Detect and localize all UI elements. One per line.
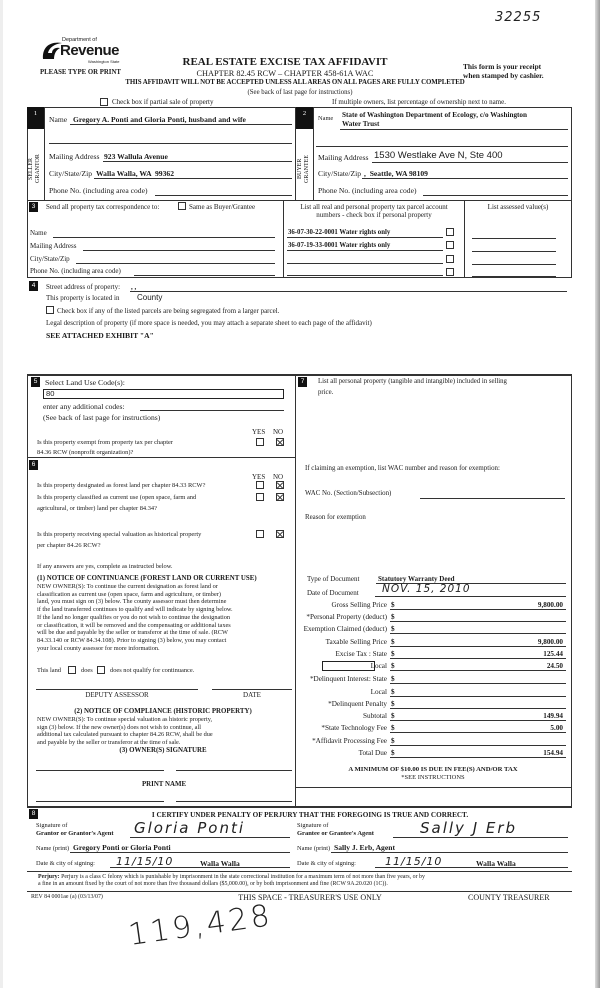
- divider: [464, 200, 465, 278]
- treasurer-use-label: THIS SPACE - TREASURER'S USE ONLY: [238, 893, 382, 902]
- field-underline: [49, 143, 292, 144]
- field-underline: [390, 646, 566, 647]
- seller-phone-label: Phone No. (including area code): [49, 186, 148, 195]
- personal-property-checkbox[interactable]: [446, 228, 454, 236]
- same-as-buyer-label: Same as Buyer/Grantee: [189, 203, 256, 211]
- perjury-notice: Perjury: Perjury is a class C felony which is punishable by imprisonment in the state correctional institution for a maximum term of not more than five years, or by a fine in an amount fixed by the court of not more than five thousand dollars ($5,000.00), or by both imprisonment and fine (RCW 9A.20.020 (1C)).: [38, 874, 425, 888]
- instructions-note: (See back of last page for instructions): [247, 89, 353, 96]
- seller-name-label: Name: [49, 115, 68, 124]
- divider: [27, 200, 28, 278]
- doc-date-label: Date of Document: [307, 589, 359, 597]
- segregated-checkbox[interactable]: [46, 306, 54, 314]
- buyer-grantee-label: BUYER GRANTEE: [297, 155, 310, 183]
- fee-label: *Delinquent Interest: State: [309, 675, 387, 683]
- assessed-value-field[interactable]: [472, 264, 556, 265]
- divider: [27, 374, 28, 806]
- fee-label: Gross Selling Price: [331, 601, 387, 609]
- legal-description-label: Legal description of property (if more space is needed, you may attach a separate sheet to each page of the affidavit): [46, 319, 372, 327]
- field-underline: [390, 757, 566, 758]
- handwritten-number: 32255: [495, 10, 542, 25]
- notice-compliance-title: (2) NOTICE OF COMPLIANCE (HISTORIC PROPERTY): [74, 708, 252, 715]
- field-underline: [390, 670, 566, 671]
- doc-date-field[interactable]: NOV. 15, 2010: [382, 583, 471, 595]
- fee-label: Local: [370, 662, 387, 670]
- send-correspondence-label: Send all property tax correspondence to:: [46, 203, 160, 211]
- exemption-label: If claiming an exemption, list WAC number and reason for exemption:: [305, 465, 500, 472]
- field-underline: [287, 237, 443, 238]
- land-use-code-value: 80: [46, 389, 55, 398]
- assessor-date-field[interactable]: [212, 689, 292, 690]
- dollar-sign: $: [391, 638, 395, 646]
- dollar-sign: $: [391, 749, 395, 757]
- buyer-name-label: Name: [318, 115, 334, 122]
- buyer-phone-field[interactable]: [423, 195, 568, 196]
- doc-type-label: Type of Document: [307, 575, 360, 583]
- dollar-sign: $: [391, 700, 395, 708]
- fee-label: Exemption Claimed (deduct): [303, 625, 387, 633]
- seller-city-field[interactable]: Walla Walla, WA 99362: [96, 169, 174, 178]
- divider: [571, 374, 572, 806]
- field-underline: [130, 837, 290, 838]
- deputy-assessor-signature-field[interactable]: [36, 689, 198, 690]
- notice-continuance-text: NEW OWNER(S): To continue the current designation as forest land or classification as current use (open space, farm and agriculture, or timber) land, you must sign on (3) below. The county assessor must then determine if the land transferred continues to qualify and will indicate by signing below. If the land no longer qualifies or you do not wish to continue the designation or classification, it will be removed and the compensating or additional taxes will be due and payable by the seller or transferor at the time of sale. (RCW 84.33.140 or RCW 84.34.108). Prior to signing (3) below, you may contact your local county assessor for more information.: [37, 583, 233, 652]
- divider: [283, 200, 284, 278]
- section-number-6: 6: [29, 460, 38, 470]
- dollar-sign: $: [391, 625, 395, 633]
- does-label: does: [81, 667, 93, 674]
- grantor-city-field[interactable]: Walla Walla: [200, 859, 240, 868]
- field-underline: [110, 867, 290, 868]
- current-use-yes-checkbox[interactable]: [256, 493, 264, 501]
- correspondence-city-field[interactable]: [76, 263, 275, 264]
- field-underline: [331, 852, 568, 853]
- field-underline: [393, 837, 568, 838]
- correspondence-name-label: Name: [30, 229, 47, 237]
- logo-main-text: Revenue: [60, 42, 120, 59]
- field-underline: [287, 250, 443, 251]
- exempt-question: Is this property exempt from property tax per chapter: [37, 439, 173, 446]
- please-type: PLEASE TYPE OR PRINT: [40, 69, 121, 76]
- field-underline: [70, 124, 292, 125]
- field-underline: [94, 178, 292, 179]
- buyer-name-field[interactable]: State of Washington Department of Ecology, c/o Washington: [342, 111, 528, 119]
- field-underline: [390, 696, 566, 697]
- form-subtitle: CHAPTER 82.45 RCW – CHAPTER 458-61A WAC: [196, 69, 374, 78]
- form-number: REV 84 0001ae (a) (03/13/07): [31, 894, 103, 900]
- logo-top-text: Department of: [62, 37, 97, 43]
- correspondence-mailing-label: Mailing Address: [30, 242, 77, 250]
- county-label: This property is located in: [46, 294, 120, 302]
- divider: [571, 107, 572, 201]
- field-underline: [390, 745, 566, 746]
- does-qualify-checkbox[interactable]: [68, 666, 76, 674]
- yes-header: YES: [252, 473, 266, 481]
- street-address-label: Street address of property:: [46, 283, 121, 291]
- parcel-number-field[interactable]: [287, 275, 443, 276]
- divider: [27, 457, 295, 458]
- legal-description-field[interactable]: SEE ATTACHED EXHIBIT "A": [46, 331, 154, 340]
- fee-label: *Delinquent Penalty: [328, 700, 387, 708]
- historical-question: Is this property receiving special valuation as historical property: [37, 531, 202, 538]
- divider: [27, 891, 572, 892]
- dollar-sign: $: [391, 712, 395, 720]
- total-due-field[interactable]: 154.94: [543, 749, 563, 757]
- grantee-city-field[interactable]: Walla Walla: [476, 859, 516, 868]
- correspondence-name-field[interactable]: [53, 237, 275, 238]
- field-underline: [375, 867, 568, 868]
- subtotal-field[interactable]: 149.94: [543, 712, 563, 720]
- notice-continuance-title: (1) NOTICE OF CONTINUANCE (FOREST LAND OR CURRENT USE): [37, 575, 257, 582]
- additional-codes-label: enter any additional codes:: [43, 402, 125, 411]
- parcel-number-field[interactable]: [287, 263, 443, 264]
- field-underline: [390, 708, 566, 709]
- grantee-date-label: Date & city of signing:: [297, 860, 356, 867]
- grantee-name-label: Name (print): [297, 845, 331, 852]
- parcel-header: List all real and personal property tax parcel account numbers - check box if personal property: [300, 203, 448, 219]
- receipt-note: This form is your receipt: [463, 62, 542, 71]
- buyer-phone-label: Phone No. (including area code): [318, 186, 417, 195]
- fee-label: Local: [370, 688, 387, 696]
- forest-no-checkbox-checked[interactable]: [276, 481, 284, 489]
- wac-field[interactable]: [420, 498, 565, 499]
- field-underline: [362, 178, 568, 179]
- historical-no-checkbox-checked[interactable]: [276, 530, 284, 538]
- dollar-sign: $: [391, 601, 395, 609]
- buyer-mailing-field[interactable]: 1530 Westlake Ave N, Ste 400: [374, 150, 503, 161]
- field-underline: [390, 658, 566, 659]
- field-underline: [390, 732, 566, 733]
- personal-property-checkbox[interactable]: [446, 255, 454, 263]
- buyer-name-field-2[interactable]: Water Trust: [342, 120, 380, 128]
- segregated-label: Check box if any of the listed parcels are being segregated from a larger parcel.: [57, 307, 280, 315]
- dollar-sign: $: [391, 675, 395, 683]
- multiple-owners-note: If multiple owners, list percentage of ownership next to name.: [332, 98, 506, 106]
- assessed-header: List assessed value(s): [487, 203, 549, 211]
- this-land-label: This land: [37, 667, 61, 674]
- minimum-due-note: A MINIMUM OF $10.00 IS DUE IN FEE(S) AND/OR TAX: [348, 766, 518, 773]
- divider: [27, 200, 572, 201]
- handwritten-amount: 119,428: [126, 898, 275, 953]
- deputy-assessor-label: DEPUTY ASSESSOR: [85, 691, 149, 699]
- fee-label: *State Technology Fee: [321, 724, 387, 732]
- current-use-question-2: agricultural, or timber) land per chapter 84.34?: [37, 505, 157, 512]
- taxable-selling-price-field[interactable]: 9,800.00: [537, 638, 563, 646]
- fee-label: *Personal Property (deduct): [306, 613, 387, 621]
- print-name-field[interactable]: [36, 801, 164, 802]
- department-logo: [40, 37, 120, 67]
- field-underline: [340, 129, 568, 130]
- exempt-yes-checkbox[interactable]: [256, 438, 264, 446]
- see-instructions-note: *SEE INSTRUCTIONS: [401, 774, 465, 781]
- dollar-sign: $: [391, 662, 395, 670]
- excise-tax-local-field[interactable]: 24.50: [546, 662, 563, 670]
- forest-land-question: Is this property designated as forest land per chapter 84.33 RCW?: [37, 482, 206, 489]
- section-number-7: 7: [298, 377, 307, 387]
- logo-sub-text: Washington State: [88, 59, 120, 64]
- partial-sale-checkbox[interactable]: [100, 98, 108, 106]
- warning-banner: THIS AFFIDAVIT WILL NOT BE ACCEPTED UNLESS ALL AREAS ON ALL PAGES ARE FULLY COMPLETED: [125, 79, 465, 86]
- fee-label: Excise Tax : State: [335, 650, 387, 658]
- dollar-sign: $: [391, 724, 395, 732]
- grantor-signature[interactable]: Gloria Ponti: [134, 819, 246, 837]
- excise-tax-state-field[interactable]: 125.44: [543, 650, 563, 658]
- buyer-city-field[interactable]: , Seattle, WA 98109: [364, 169, 428, 178]
- parcel-number[interactable]: 36-07-30-22-0001 Water rights only: [288, 229, 391, 236]
- fee-label: Subtotal: [363, 712, 387, 720]
- section-number-8: 8: [29, 809, 38, 819]
- current-use-question: Is this property classified as current use (open space, farm and: [37, 494, 197, 501]
- gross-selling-price-field[interactable]: 9,800.00: [537, 601, 563, 609]
- grantor-name-label: Name (print): [36, 845, 70, 852]
- dollar-sign: $: [391, 613, 395, 621]
- section-number-4: 4: [29, 281, 38, 291]
- dollar-sign: $: [391, 650, 395, 658]
- doc-type-field[interactable]: Statutory Warranty Deed: [378, 575, 455, 583]
- partial-sale-label: Check box if partial sale of property: [112, 98, 214, 106]
- personal-property-label: List all personal property (tangible and intangible) included in selling: [318, 378, 507, 385]
- section-number-2: 2: [296, 107, 313, 129]
- county-field[interactable]: County: [137, 293, 163, 302]
- field-underline: [70, 852, 290, 853]
- if-yes-note: If any answers are yes, complete as instructed below.: [37, 563, 173, 570]
- grantor-signature-label: Signature of: [36, 822, 68, 829]
- buyer-sidebar: [296, 107, 314, 200]
- exempt-no-checkbox-checked[interactable]: [276, 438, 284, 446]
- dollar-sign: $: [391, 688, 395, 696]
- certification-statement: I CERTIFY UNDER PENALTY OF PERJURY THAT THE FOREGOING IS TRUE AND CORRECT.: [151, 811, 469, 819]
- field-underline: [390, 609, 566, 610]
- print-name-label: PRINT NAME: [141, 781, 187, 788]
- correspondence-phone-field[interactable]: [134, 275, 275, 276]
- fee-label: *Affidavit Processing Fee: [312, 737, 387, 745]
- buyer-city-label: City/State/Zip: [318, 169, 362, 178]
- grantee-name-field[interactable]: Sally J. Erb, Agent: [334, 843, 395, 852]
- personal-property-checkbox[interactable]: [446, 241, 454, 249]
- buyer-mailing-label: Mailing Address: [318, 153, 369, 162]
- correspondence-phone-label: Phone No. (including area code): [30, 267, 121, 275]
- fee-label: Total Due: [358, 749, 387, 757]
- seller-mailing-label: Mailing Address: [49, 152, 100, 161]
- page-edge: [0, 0, 3, 988]
- seller-mailing-field[interactable]: 923 Wallula Avenue: [104, 152, 168, 161]
- seller-name-field[interactable]: Gregory A. Ponti and Gloria Ponti, husband and wife: [73, 115, 246, 124]
- form-title: REAL ESTATE EXCISE TAX AFFIDAVIT: [182, 56, 388, 68]
- correspondence-mailing-field[interactable]: [83, 250, 275, 251]
- correspondence-city-label: City/State/Zip: [30, 255, 70, 263]
- exempt-question-2: 84.36 RCW (nonprofit organization)?: [37, 449, 134, 456]
- divider: [27, 871, 572, 872]
- section-number-3: 3: [29, 202, 38, 212]
- divider: [295, 787, 571, 788]
- print-name-field-2[interactable]: [176, 801, 292, 802]
- county-treasurer-label: COUNTY TREASURER: [468, 893, 550, 902]
- date-label: DATE: [243, 691, 261, 699]
- fee-label: Taxable Selling Price: [325, 638, 387, 646]
- field-underline: [390, 621, 566, 622]
- grantee-signature[interactable]: Sally J Erb: [420, 819, 518, 837]
- owner-signature-label: (3) OWNER(S) SIGNATURE: [119, 747, 207, 754]
- grantor-date-field[interactable]: 11/15/10: [116, 855, 174, 868]
- reason-label: Reason for exemption: [305, 514, 366, 521]
- no-header: NO: [273, 473, 284, 481]
- parcel-number[interactable]: 36-07-19-33-0001 Water rights only: [288, 242, 391, 249]
- current-use-no-checkbox-checked[interactable]: [276, 493, 284, 501]
- divider: [27, 277, 572, 278]
- grantee-signature-label-2: Grantee or Grantee's Agent: [297, 830, 374, 837]
- field-underline: [390, 683, 566, 684]
- assessed-value-field[interactable]: [472, 238, 556, 239]
- wac-label: WAC No. (Section/Subsection): [305, 490, 392, 497]
- land-use-code-field[interactable]: [43, 389, 284, 399]
- field-underline: [372, 162, 568, 163]
- land-use-label: Select Land Use Code(s):: [45, 378, 125, 387]
- field-underline: [390, 720, 566, 721]
- yes-header: YES: [252, 428, 266, 436]
- does-not-label: does not qualify for continuance.: [110, 667, 195, 674]
- section-number-1: 1: [27, 107, 44, 129]
- state-technology-fee-field[interactable]: 5.00: [550, 724, 563, 732]
- owner-signature-field-2[interactable]: [176, 770, 292, 771]
- additional-codes-field[interactable]: [140, 410, 284, 411]
- no-header: NO: [273, 428, 284, 436]
- page-edge: [595, 0, 600, 988]
- field-underline: [130, 291, 567, 292]
- personal-property-label-2: price.: [318, 389, 334, 396]
- historical-yes-checkbox[interactable]: [256, 530, 264, 538]
- assessed-value-field[interactable]: [472, 276, 556, 277]
- seller-sidebar: [27, 107, 45, 200]
- grantor-signature-label-2: Grantor or Grantor's Agent: [36, 830, 114, 837]
- grantee-signature-label: Signature of: [297, 822, 329, 829]
- notice-compliance-text: NEW OWNER(S): To continue special valuation as historic property, sign (3) below. If the new owner(s) does not wish to continue, all additional tax calculated pursuant to chapter 84.26 RCW, shall be due and payable by the seller or transferor at the time of sale.: [37, 716, 213, 747]
- field-underline: [316, 146, 568, 147]
- receipt-note: when stamped by cashier.: [463, 71, 544, 80]
- assessed-value-field[interactable]: [472, 251, 556, 252]
- divider: [571, 200, 572, 278]
- grantor-date-label: Date & city of signing:: [36, 860, 95, 867]
- land-use-instructions: (See back of last page for instructions): [43, 413, 161, 422]
- grantor-name-field[interactable]: Gregory Ponti or Gloria Ponti: [73, 843, 171, 852]
- field-underline: [390, 633, 566, 634]
- historical-question-2: per chapter 84.26 RCW?: [37, 542, 101, 549]
- does-not-qualify-checkbox[interactable]: [97, 666, 105, 674]
- street-address-field[interactable]: , ,: [131, 283, 137, 291]
- personal-property-checkbox[interactable]: [446, 268, 454, 276]
- grantee-date-field[interactable]: 11/15/10: [385, 855, 443, 868]
- divider: [27, 806, 572, 808]
- section-number-5: 5: [31, 377, 40, 387]
- field-underline: [103, 161, 292, 162]
- seller-grantor-label: SELLER GRANTOR: [28, 154, 41, 184]
- forest-yes-checkbox[interactable]: [256, 481, 264, 489]
- owner-signature-field[interactable]: [36, 770, 164, 771]
- seller-city-label: City/State/Zip: [49, 169, 93, 178]
- divider: [27, 374, 572, 376]
- dollar-sign: $: [391, 737, 395, 745]
- same-as-buyer-checkbox[interactable]: [178, 202, 186, 210]
- seller-phone-field[interactable]: [155, 195, 292, 196]
- field-underline: [375, 596, 566, 597]
